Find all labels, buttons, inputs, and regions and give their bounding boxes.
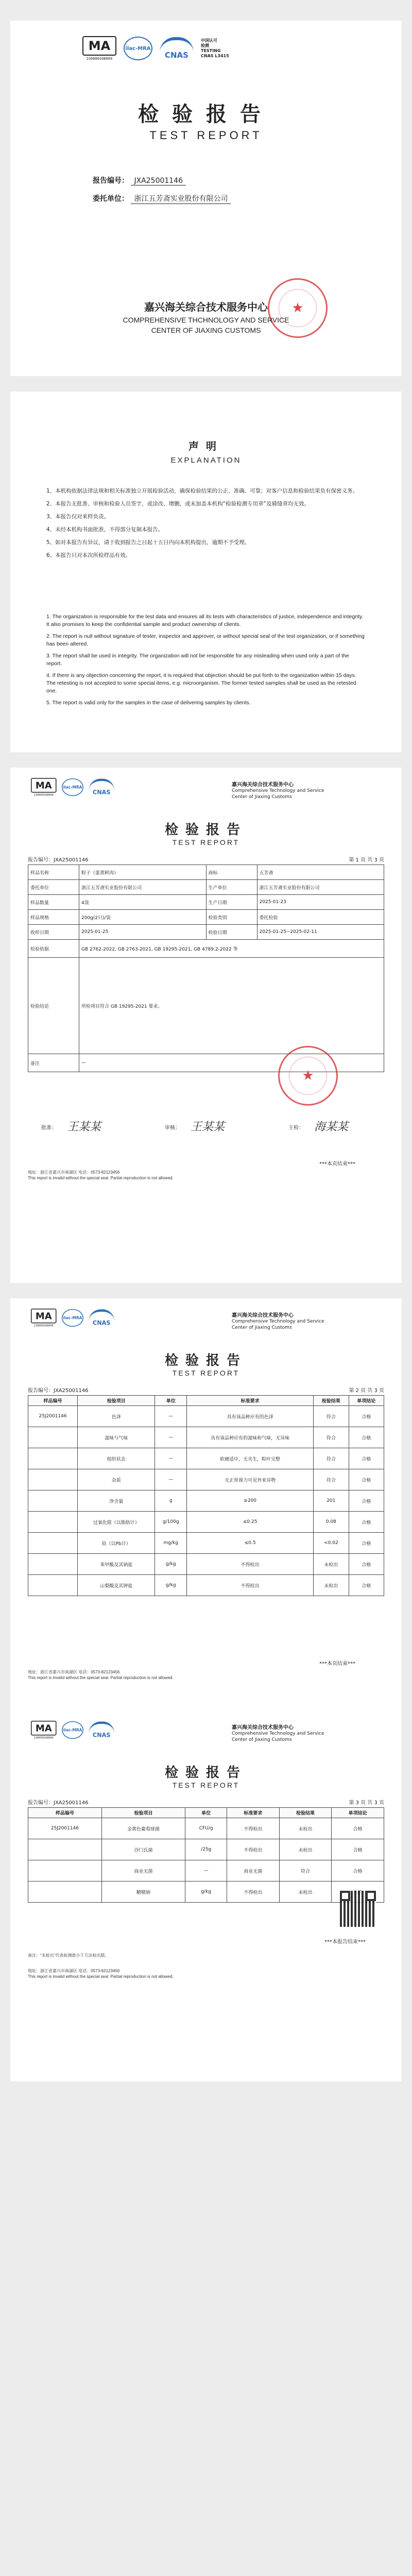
table-cell: 符合 xyxy=(314,1469,349,1490)
page3-title: 检验报告 TEST REPORT xyxy=(164,1765,247,1789)
table-cell-value: 200g(2只)/袋 xyxy=(79,910,207,925)
page1-report-info xyxy=(28,855,384,863)
table-cell: <0.02 xyxy=(314,1533,349,1554)
table-header-cell: 标准要求 xyxy=(187,1396,314,1406)
table-cell: 软硬适中，无夹生，粽叶完整 xyxy=(187,1448,314,1469)
sample-info-table xyxy=(28,865,384,1072)
page1-logos xyxy=(31,778,114,796)
table-cell-label: 检验日期 xyxy=(206,925,257,940)
table-row xyxy=(28,1839,384,1860)
table-header-cell: 检验结果 xyxy=(279,1808,332,1818)
table-row xyxy=(28,1575,384,1596)
table-cell: — xyxy=(155,1469,187,1490)
table-row xyxy=(28,865,384,880)
cnas-logo: CNAS xyxy=(160,37,194,60)
declaration-item-cn: 3、本报告仅对来样负责。 xyxy=(46,514,110,520)
table-row xyxy=(28,910,384,925)
table-cell: 过氧化值（以脂肪计） xyxy=(78,1512,155,1533)
table-cell: 符合 xyxy=(279,1860,332,1882)
table-cell: g/kg xyxy=(155,1554,187,1575)
table-cell: 未检出 xyxy=(279,1818,332,1839)
ma-logo-mark: MA xyxy=(82,36,116,56)
table-cell: 合格 xyxy=(349,1554,384,1575)
report-number-label: 报告编号： xyxy=(93,177,129,185)
declaration-item-en: 5. The report is valid only for the samples in the case of delivering samples by clients. xyxy=(46,700,251,706)
declaration-title-cn: 声明 xyxy=(188,440,224,452)
table-row xyxy=(28,895,384,910)
page1-report-number: 报告编号：JXA25001146 xyxy=(28,857,89,863)
ma-logo: MA 230000348009 xyxy=(31,778,57,796)
table-cell: ≤0.5 xyxy=(187,1533,314,1554)
cover-org-en-2: CENTER OF JIAXING CUSTOMS xyxy=(151,326,261,334)
table-cell: 合格 xyxy=(349,1448,384,1469)
table-cell: 合格 xyxy=(349,1575,384,1596)
table-cell: ≤0.25 xyxy=(187,1512,314,1533)
table-cell xyxy=(28,1839,102,1860)
table-cell: — xyxy=(185,1860,227,1882)
table-cell-value: 所检项目符合 GB 19295-2021 要求。 xyxy=(79,958,384,1054)
table-header-cell: 单项结论 xyxy=(332,1808,384,1818)
declaration-item-en: 1. The organization is responsible for the test data and ensures all its tests with characteristics of justice, independence and integrity. It also promises to keep the confidential sample and product ownership of clients. xyxy=(46,614,364,628)
cover-logos xyxy=(82,36,229,61)
table-cell xyxy=(28,1427,78,1448)
cnas-logo: CNAS xyxy=(89,1310,115,1327)
table-cell: 净含量 xyxy=(78,1490,155,1512)
table-cell: 未检出 xyxy=(279,1839,332,1860)
page2-title: 检验报告 TEST REPORT xyxy=(164,1353,247,1377)
ilac-mra-logo: ilac-MRA xyxy=(62,778,83,796)
approver-label: 批准： xyxy=(41,1125,57,1131)
page2-report-info: 报告编号：JXA25001146 第 2 页 共 3 页 xyxy=(28,1388,384,1394)
table-cell: 具有该品种应有的滋味和气味，无异味 xyxy=(187,1427,314,1448)
table-header-cell: 单位 xyxy=(185,1808,227,1818)
declaration-item-cn: 4、未经本机构书面批准，不得部分复制本报告。 xyxy=(46,527,164,533)
client-label: 委托单位： xyxy=(93,195,129,203)
table-cell: 符合 xyxy=(314,1406,349,1427)
table-row xyxy=(28,1512,384,1533)
table-cell xyxy=(28,1554,78,1575)
cnas-logo: CNAS xyxy=(89,1722,115,1739)
declaration-item-en: 3. The report shall be used in integrity. The organization will not be responsible for any misleading when used only a part of the report. xyxy=(46,653,349,667)
table-cell: 金黄色葡萄球菌 xyxy=(101,1818,185,1839)
table-cell: 未检出 xyxy=(279,1882,332,1903)
page2-logos xyxy=(31,1309,114,1327)
table-cell-value: GB 2762-2022, GB 2763-2021, GB 19295-2021, GB 4789.2-2022 等 xyxy=(79,940,384,958)
declaration-item-cn: 6、本报告只对本次所检样品有效。 xyxy=(46,552,131,558)
table-cell: 色泽 xyxy=(78,1406,155,1427)
table-cell: 25J2001146 xyxy=(28,1406,78,1427)
table-row xyxy=(28,925,384,940)
table-cell-value: — xyxy=(79,1054,384,1072)
table-cell-label: 样品名称 xyxy=(28,865,79,880)
table-cell: 合格 xyxy=(349,1490,384,1512)
results-table-2 xyxy=(28,1807,384,1903)
page3-logos xyxy=(31,1721,114,1739)
declaration-item-en: 4. If there is any objection concerning the report, it is required that objection should be put forth to the organization within 15 days. The retesting is not accepted to some special items, e.g. microorganism. The former tested samples shall be used as the retested one. xyxy=(46,672,356,694)
table-cell-value: 五芳斋 xyxy=(257,865,384,880)
table-cell: 合格 xyxy=(349,1427,384,1448)
table-cell: 合格 xyxy=(349,1406,384,1427)
table-cell-label: 样品数量 xyxy=(28,895,79,910)
declaration-title-en: EXPLANATION xyxy=(170,456,242,465)
table-cell: 杂质 xyxy=(78,1469,155,1490)
table-cell xyxy=(28,1469,78,1490)
table-cell-value: 2025-01-25 xyxy=(79,925,207,940)
table-header-cell: 单项结论 xyxy=(349,1396,384,1406)
table-cell xyxy=(28,1448,78,1469)
table-cell: 不得检出 xyxy=(227,1839,280,1860)
table-cell-value: 浙江五芳斋实业股份有限公司 xyxy=(79,880,207,895)
table-cell: g/kg xyxy=(185,1882,227,1903)
declaration-item-en: 2. The report is null without signature of tester, inspector and approver, or without special seal of the test organization, or if something has been altered. xyxy=(46,633,365,647)
page1-title: 检验报告 TEST REPORT xyxy=(164,822,247,846)
table-cell: 商业无菌 xyxy=(101,1860,185,1882)
approver-signature: 王某某 xyxy=(67,1121,101,1133)
cover-org-cn: 嘉兴海关综合技术服务中心 xyxy=(144,301,268,313)
ilac-mra-logo: ilac-MRA xyxy=(62,1721,83,1739)
table-cell: 不得检出 xyxy=(227,1882,280,1903)
table-cell-label: 生产日期 xyxy=(206,895,257,910)
table-row xyxy=(28,1860,384,1882)
table-cell: 组织状态 xyxy=(78,1448,155,1469)
table-cell: 山梨酸及其钾盐 xyxy=(78,1575,155,1596)
table-cell-label: 样品规格 xyxy=(28,910,79,925)
declaration-list-cn xyxy=(46,487,366,564)
table-cell: mg/kg xyxy=(155,1533,187,1554)
page2-end-mark: ***本页结束*** xyxy=(319,1661,355,1667)
cover-title-cn: 检验报告 xyxy=(138,102,274,126)
table-cell xyxy=(28,1512,78,1533)
table-row xyxy=(28,1469,384,1490)
table-cell: 合格 xyxy=(349,1469,384,1490)
client-line xyxy=(93,193,231,204)
cover-page xyxy=(10,21,402,376)
table-cell xyxy=(28,1860,102,1882)
ilac-mra-logo: ilac-MRA xyxy=(62,1309,83,1327)
table-row xyxy=(28,1554,384,1575)
table-cell: g/100g xyxy=(155,1512,187,1533)
table-cell: — xyxy=(155,1448,187,1469)
page3-report-info: 报告编号：JXA25001146 第 3 页 共 3 页 xyxy=(28,1800,384,1806)
declaration-page xyxy=(10,392,402,752)
report-number-value: JXA25001146 xyxy=(131,177,186,185)
table-header-cell: 单位 xyxy=(155,1396,187,1406)
declaration-item-cn: 1、本机构依据法律法规和相关标准独立开展检验活动，确保检验结果的公正、准确、可靠；对客户信息和检验结果负有保密义务。 xyxy=(46,488,358,494)
table-row xyxy=(28,1818,384,1839)
table-header-cell: 检验结果 xyxy=(314,1396,349,1406)
table-row xyxy=(28,880,384,895)
table-cell: CFU/g xyxy=(185,1818,227,1839)
table-cell xyxy=(28,1575,78,1596)
table-cell: g xyxy=(155,1490,187,1512)
table-cell xyxy=(28,1490,78,1512)
table-cell: 滋味与气味 xyxy=(78,1427,155,1448)
cover-title-en: TEST REPORT xyxy=(149,129,263,142)
ma-number: 230000348009 xyxy=(86,57,113,61)
table-cell: 合格 xyxy=(349,1512,384,1533)
table-cell: 0.08 xyxy=(314,1512,349,1533)
table-cell-label: 检验依据 xyxy=(28,940,79,958)
cover-org-en-1: COMPREHENSIVE THCHNOLOGY AND SERVICE xyxy=(123,316,289,324)
declaration-item-cn: 5、如对本报告有异议，请于收到报告之日起十五日内向本机构提出，逾期不予受理。 xyxy=(46,539,250,546)
table-row xyxy=(28,1882,384,1903)
ma-logo xyxy=(82,36,116,61)
table-row xyxy=(28,940,384,958)
header-organization: 嘉兴海关综合技术服务中心 Comprehensive Technology and Service Center of Jiaxing Customs xyxy=(232,1725,324,1742)
tester-label: 主检： xyxy=(288,1125,304,1131)
table-cell: 具有该品种应有的色泽 xyxy=(187,1406,314,1427)
header-organization: 嘉兴海关综合技术服务中心 Comprehensive Technology and Service Center of Jiaxing Customs xyxy=(232,1313,324,1330)
table-cell-value: 粽子（蛋黄鲜肉） xyxy=(79,865,207,880)
table-header-cell: 检验项目 xyxy=(78,1396,155,1406)
results-table-1 xyxy=(28,1395,384,1596)
page3-end-mark: ***本报告结束*** xyxy=(324,1939,366,1945)
table-header-cell: 标准要求 xyxy=(227,1808,280,1818)
page2-footer: 地址：浙江省嘉兴市南湖区 电话：0573-82123456 This report is invalid without the special seal. Partial reproduction is not allowed. xyxy=(28,1670,174,1680)
table-cell: 符合 xyxy=(314,1448,349,1469)
table-row xyxy=(28,958,384,1054)
cnas-code: 中国认可 检测 TESTING CNAS L3415 xyxy=(201,38,229,58)
qr-code xyxy=(340,1891,376,1927)
table-cell xyxy=(28,1533,78,1554)
table-cell: /25g xyxy=(185,1839,227,1860)
table-row xyxy=(28,1533,384,1554)
table-cell: 无正常视力可见外来异物 xyxy=(187,1469,314,1490)
table-cell-label: 收样日期 xyxy=(28,925,79,940)
table-cell: g/kg xyxy=(155,1575,187,1596)
table-cell-label: 委托单位 xyxy=(28,880,79,895)
table-cell: 未检出 xyxy=(314,1554,349,1575)
tester-signature: 海某某 xyxy=(314,1121,349,1133)
table-cell xyxy=(28,1882,102,1903)
table-cell: 苯甲酸及其钠盐 xyxy=(78,1554,155,1575)
table-cell: — xyxy=(155,1427,187,1448)
page3-footer: 地址：浙江省嘉兴市南湖区 电话：0573-82123456 This report is invalid without the special seal. Partial reproduction is not allowed. xyxy=(28,1969,174,1979)
table-cell: 201 xyxy=(314,1490,349,1512)
table-header-cell: 检验项目 xyxy=(101,1808,185,1818)
table-cell: 合格 xyxy=(332,1818,384,1839)
table-header-cell: 样品编号 xyxy=(28,1396,78,1406)
official-seal: ★ xyxy=(268,278,328,338)
table-cell: 不得检出 xyxy=(187,1554,314,1575)
table-cell: 合格 xyxy=(349,1533,384,1554)
table-cell-label: 检验结论 xyxy=(28,958,79,1054)
table-cell-value: 委托检验 xyxy=(257,910,384,925)
table-cell: 合格 xyxy=(332,1860,384,1882)
report-number-line xyxy=(93,175,186,185)
table-cell: 未检出 xyxy=(314,1575,349,1596)
report-page-1 xyxy=(10,768,402,1283)
table-cell: 符合 xyxy=(314,1427,349,1448)
table-cell-label: 生产单位 xyxy=(206,880,257,895)
table-cell-value: 浙江五芳斋实业股份有限公司 xyxy=(257,880,384,895)
table-cell: 合格 xyxy=(332,1839,384,1860)
table-cell: 不得检出 xyxy=(187,1575,314,1596)
table-cell: 沙门氏菌 xyxy=(101,1839,185,1860)
table-cell: ≥200 xyxy=(187,1490,314,1512)
table-cell: 不得检出 xyxy=(227,1818,280,1839)
table-row xyxy=(28,1427,384,1448)
report-page-2 xyxy=(10,1298,402,2081)
table-cell: 铅（以Pb计） xyxy=(78,1533,155,1554)
declaration-list-en xyxy=(46,613,366,711)
table-row xyxy=(28,1490,384,1512)
table-header-cell: 样品编号 xyxy=(28,1808,102,1818)
report-seal: ★ xyxy=(278,1046,338,1106)
table-cell: 25J2001146 xyxy=(28,1818,102,1839)
declaration-item-cn: 2、本报告无批准、审核和检验人员签字，或涂改、增删，或未加盖本机构“检验检测专用章”及骑缝章均无效。 xyxy=(46,501,310,507)
table-row xyxy=(28,1406,384,1427)
cnas-logo: CNAS xyxy=(89,779,115,796)
ilac-mra-logo: ilac-MRA xyxy=(124,37,152,60)
table-cell-label: 检验类别 xyxy=(206,910,257,925)
table-header-row xyxy=(28,1808,384,1818)
cover-organization xyxy=(10,299,402,334)
page1-end-mark: ***本页结束*** xyxy=(319,1161,355,1167)
page1-footer: 地址：浙江省嘉兴市南湖区 电话：0573-82123456 This report is invalid without the special seal. Partial reproduction is not allowed. xyxy=(28,1170,174,1180)
header-organization: 嘉兴海关综合技术服务中心 Comprehensive Technology and Service Center of Jiaxing Customs xyxy=(232,782,324,800)
table-header-row xyxy=(28,1396,384,1406)
table-cell-label: 商标 xyxy=(206,865,257,880)
ma-logo: MA 230000348009 xyxy=(31,1309,57,1327)
reviewer-signature: 王某某 xyxy=(191,1121,225,1133)
table-cell-value: 4袋 xyxy=(79,895,207,910)
reviewer-label: 审核： xyxy=(165,1125,180,1131)
ma-logo: MA 230000348009 xyxy=(31,1721,57,1739)
table-cell: 糖精钠 xyxy=(101,1882,185,1903)
client-value: 浙江五芳斋实业股份有限公司 xyxy=(131,193,231,204)
table-cell-label: 备注 xyxy=(28,1054,79,1072)
table-cell: 商业无菌 xyxy=(227,1860,280,1882)
table-row xyxy=(28,1448,384,1469)
page3-note: 备注：“未检出”代表检测值小于方法检出限。 xyxy=(28,1953,109,1958)
table-cell: — xyxy=(155,1406,187,1427)
table-cell-value: 2025-01-23 xyxy=(257,895,384,910)
table-cell-value: 2025-01-25~2025-02-11 xyxy=(257,925,384,940)
page1-page-number: 第 1 页 共 3 页 xyxy=(349,857,384,863)
